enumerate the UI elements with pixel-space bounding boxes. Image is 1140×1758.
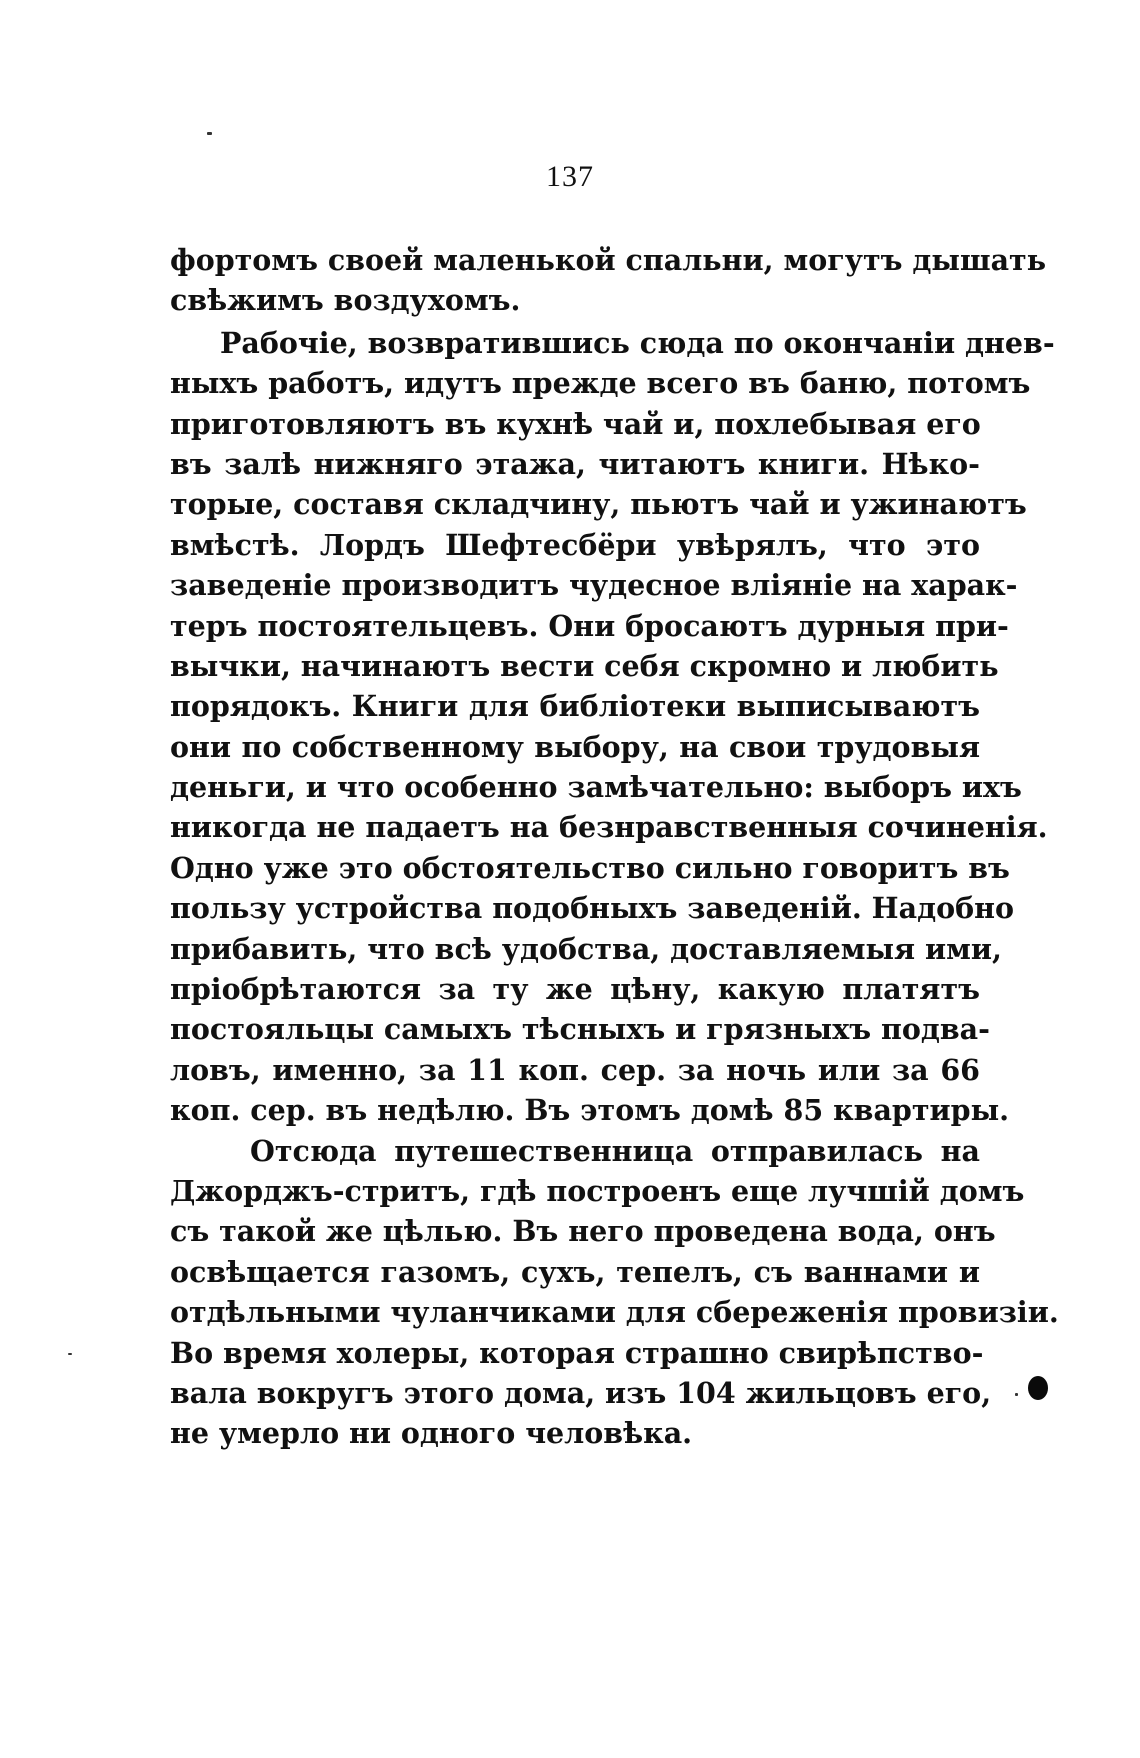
text-line: приготовляютъ въ кухнѣ чай и, похлебывая его — [170, 406, 981, 441]
text-line: ныхъ работъ, идутъ прежде всего въ баню, потомъ — [170, 366, 1031, 401]
text-line: освѣщается газомъ, сухъ, тепелъ, съ ваннами и — [170, 1254, 980, 1289]
text-line: не умерло ни одного человѣка. — [170, 1416, 693, 1451]
text-line: пользу устройства подобныхъ заведеній. Надобно — [170, 891, 1014, 926]
paragraph-start-line: Рабочіе, возвратившись сюда по окончаніи днев- — [220, 325, 1055, 360]
text-line: они по собственному выбору, на свои трудовыя — [170, 729, 980, 764]
text-line: коп. сер. въ недѣлю. Въ этомъ домѣ 85 квартиры. — [170, 1093, 1010, 1128]
text-line: порядокъ. Книги для библіотеки выписываютъ — [170, 689, 980, 724]
text-line: торые, составя складчину, пьютъ чай и ужинаютъ — [170, 487, 1027, 522]
text-line: фортомъ своей маленькой спальни, могутъ дышать — [170, 243, 1047, 277]
scan-speck — [1015, 1393, 1018, 1396]
text-line: пріобрѣтаются за ту же цѣну, какую платятъ — [170, 972, 980, 1007]
text-line: никогда не падаетъ на безнравственныя сочиненія. — [170, 810, 1048, 845]
text-line: въ залѣ нижняго этажа, читаютъ книги. Нѣко- — [170, 446, 980, 481]
text-line: вала вокругъ этого дома, изъ 104 жильцовъ его, — [170, 1375, 992, 1410]
page-number: 137 — [546, 160, 594, 193]
text-line: отдѣльными чуланчиками для сбереженія провизіи. — [170, 1295, 1059, 1330]
text-line: съ такой же цѣлью. Въ него проведена вода, онъ — [170, 1214, 996, 1249]
text-line: деньги, и что особенно замѣчательно: выборъ ихъ — [170, 770, 1022, 805]
text-line: заведеніе производитъ чудесное вліяніе на харак- — [170, 568, 1018, 603]
text-line: постояльцы самыхъ тѣсныхъ и грязныхъ подва- — [170, 1012, 990, 1047]
text-line: теръ постоятельцевъ. Они бросаютъ дурныя при- — [170, 608, 1009, 643]
text-line: вычки, начинаютъ вести себя скромно и любить — [170, 648, 999, 683]
text-line: прибавить, что всѣ удобства, доставляемыя ими, — [170, 931, 1002, 966]
text-line: Во время холеры, которая страшно свирѣпство- — [170, 1335, 984, 1370]
text-line: Одно уже это обстоятельство сильно говоритъ въ — [170, 850, 1010, 885]
text-line: Джорджъ-стритъ, гдѣ построенъ еще лучшій домъ — [170, 1173, 1025, 1208]
scan-speck — [68, 1353, 72, 1355]
body-text — [170, 240, 1059, 1454]
text-line: свѣжимъ воздухомъ. — [170, 283, 521, 318]
text-line: вмѣстѣ. Лордъ Шефтесбёри увѣрялъ, что это — [170, 527, 980, 562]
scan-speck — [207, 132, 212, 135]
ink-blot — [1028, 1376, 1048, 1400]
paragraph-start-line: Отсюда путешественница отправилась на — [250, 1133, 980, 1168]
text-line: ловъ, именно, за 11 коп. сер. за ночь или за 66 — [170, 1052, 980, 1087]
